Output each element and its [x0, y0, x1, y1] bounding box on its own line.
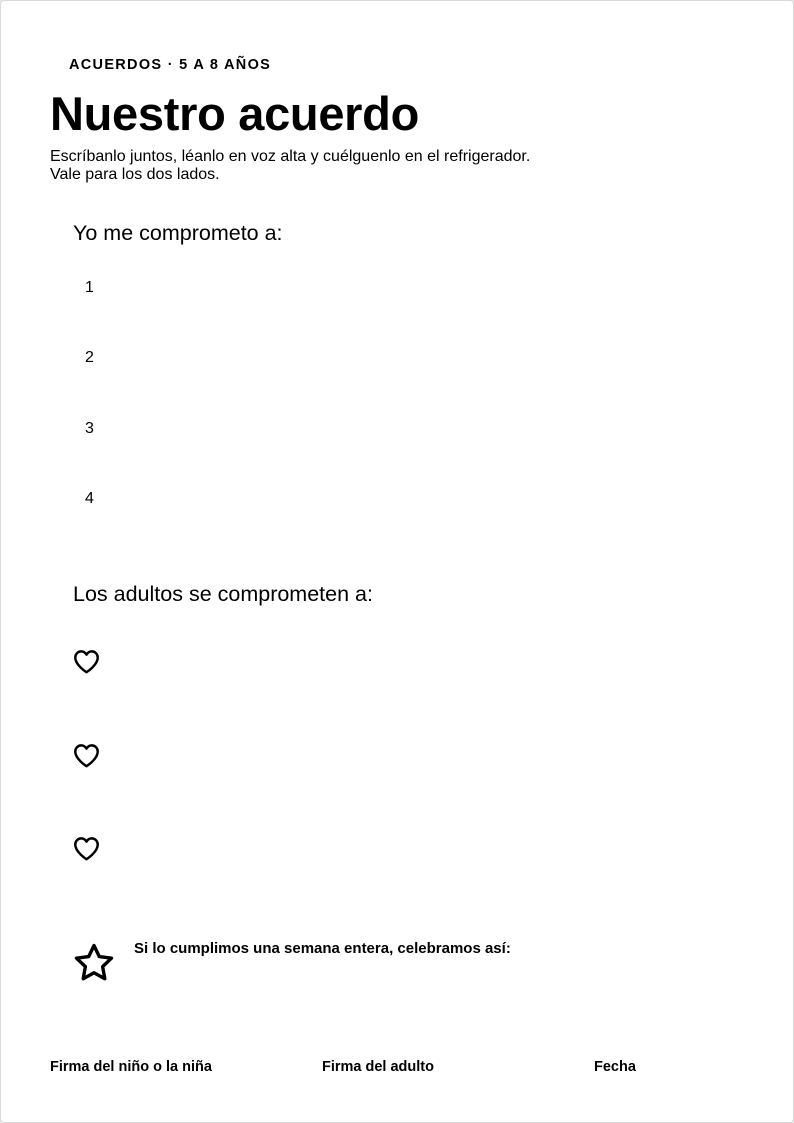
child-signature-label: Firma del niño o la niña	[50, 1059, 212, 1075]
child-commitment-number: 3	[85, 420, 94, 437]
eyebrow-label: ACUERDOS · 5 A 8 AÑOS	[69, 57, 272, 73]
star-icon	[73, 942, 115, 984]
heart-icon	[73, 743, 100, 768]
subtitle-line-2: Vale para los dos lados.	[50, 166, 220, 183]
heart-icon	[73, 836, 100, 861]
child-commitment-number: 1	[85, 279, 94, 296]
celebration-label: Si lo cumplimos una semana entera, celebramos así:	[134, 940, 511, 957]
adult-signature-label: Firma del adulto	[322, 1059, 434, 1075]
subtitle-line-1: Escríbanlo juntos, léanlo en voz alta y cuélguenlo en el refrigerador.	[50, 148, 531, 165]
heart-icon	[73, 649, 100, 674]
adult-commitments-heading: Los adultos se comprometen a:	[73, 582, 373, 606]
child-commitment-number: 2	[85, 349, 94, 366]
child-commitments-heading: Yo me comprometo a:	[73, 221, 283, 245]
date-label: Fecha	[594, 1059, 636, 1075]
subtitle	[50, 148, 610, 184]
child-commitment-number: 4	[85, 490, 94, 507]
page-title: Nuestro acuerdo	[50, 87, 419, 140]
